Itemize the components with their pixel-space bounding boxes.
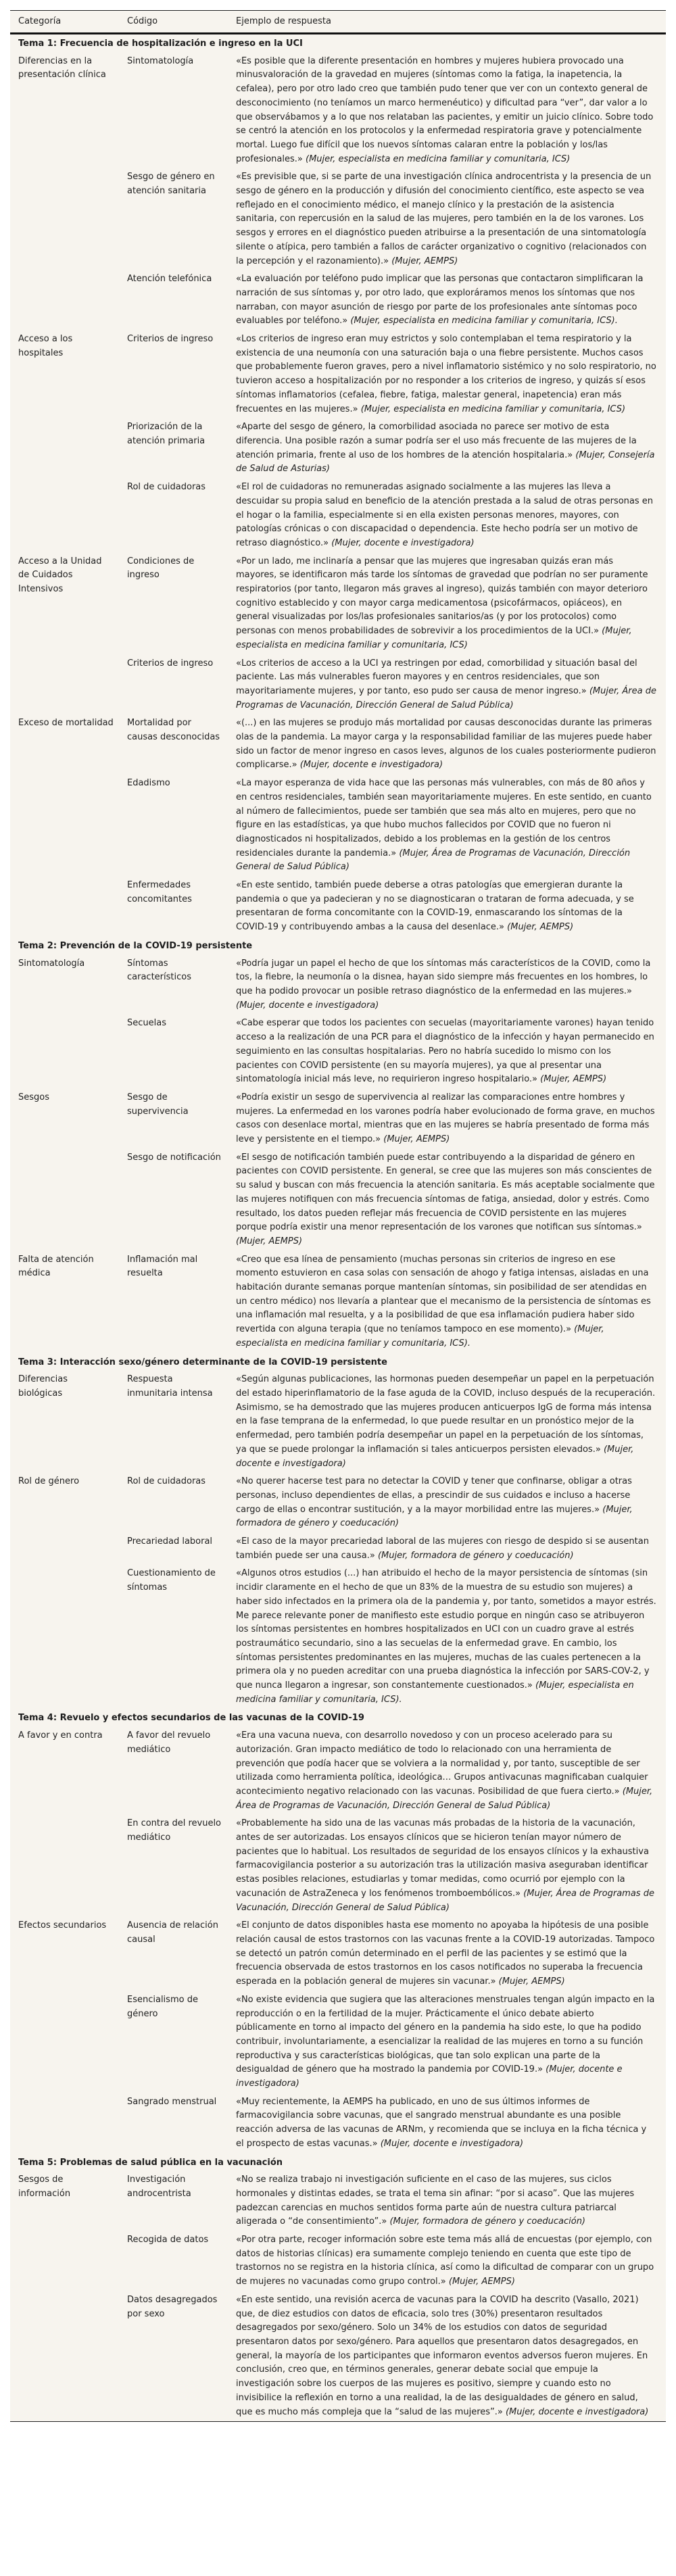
response-quote: «Por un lado, me inclinaría a pensar que las mujeres que ingresaban quizás eran más mayores, se identificaron más tarde los síntomas de gravedad que podrían no ser puramente respiratorios (por tanto, llegaron más graves al ingreso), quizás también con mayor deterioro cognitivo establecido y con mayor carga medicamentosa (psicofármacos, opiáceos), en general visualizadas por los/las profesionales sanitarios/as (y por los protocolos) como personas con menos probabilidades de sobrevivir a los procedimientos de la UCI.» [236,556,648,637]
response-quote: «El sesgo de notificación también puede estar contribuyendo a la disparidad de género en pacientes con COVID persistente. En general, se cree que las mujeres son más conscientes de su salud y buscan con más frecuencia la atención sanitaria. Es más aceptable socialmente que las mujeres notifiquen con más frecuencia síntomas de fatiga, ansiedad, dolor y estrés. Como resultado, los datos pueden reflejar más frecuencia de COVID persistente en las mujeres porque podría existir una menor representación de los varones que notifican sus síntomas.» [236,1152,655,1233]
response-attribution: (Mujer, docente e investigadora) [299,760,443,771]
category-cell: Diferencias en la presentación clínica [18,55,106,80]
table-row [10,53,666,169]
response-quote: «La mayor esperanza de vida hace que las personas más vulnerables, con más de 80 años y en centros residenciales, también sean mayoritariamente mujeres. En este sentido, en cuanto al número de fallecimientos, puede ser también que sea más alto en mujeres, pero que no figure en las estadísticas, ya que hubo muchos fallecidos por COVID que no fueron ni diagnosticados ni hospitalizados, debido a los problemas en la gestión de los centros residenciales durante la pandemia.» [236,778,652,858]
response-cell [228,331,666,418]
code-cell: Sintomatología [127,55,194,66]
table-row [10,1371,666,1473]
response-cell [228,955,666,1015]
code-cell: Datos desagregados por sexo [127,2294,218,2319]
response-attribution: (Mujer, formadora de género y coeducación) [389,2216,585,2227]
response-attribution: (Mujer, formadora de género y coeducación) [377,1550,574,1561]
category-cell: Falta de atención médica [18,1254,94,1279]
table-header-row [10,11,666,34]
code-cell: Sesgo de notificación [127,1152,221,1163]
table-row [10,1089,666,1149]
response-attribution: (Mujer, AEMPS) [383,1134,450,1145]
response-attribution: (Mujer, docente e investigadora) [380,2138,524,2149]
response-quote: «No querer hacerse test para no detectar la COVID y tener que confinarse, obligar a otras personas, incluso dependientes de ellas, a prescindir de sus cuidados e incluso a hacerse cargo de ellas o encontrar sustitución, y a la mayor morbilidad entre las mujeres.» [236,1476,632,1515]
header-codigo: Código [119,11,228,34]
code-cell: Recogida de datos [127,2235,209,2245]
response-attribution: (Mujer, especialista en medicina familiar y comunitaria, ICS) [360,404,626,414]
table-row [10,1727,666,1815]
code-cell: Sesgo de supervivencia [127,1092,189,1117]
response-quote: «Por otra parte, recoger información sobre este tema más allá de encuestas (por ejemplo, con datos de historias clínicas) era sumamente complejo teniendo en cuenta que este tipo de trastornos no se registra en la historia clínica, así como la dificultad de comparar con un grupo de mujeres no vacunadas como grupo control.» [236,2235,654,2287]
response-attribution: (Mujer, formadora de género y coeducación) [236,1504,633,1529]
code-cell: Síntomas característicos [127,958,191,983]
response-cell [228,1473,666,1533]
table-body [10,34,666,2422]
code-cell: Secuelas [127,1018,166,1029]
response-cell [228,1371,666,1473]
response-quote: «El rol de cuidadoras no remuneradas asignado socialmente a las mujeres las lleva a descuidar su propia salud en beneficio de la atención prestada a la salud de otras personas en el hogar o la familia, especialmente si en ella existen personas menores, mayores, con patologías crónicas o con discapacidad o dependencia. Este hecho podría ser un motivo de retraso diagnóstico.» [236,482,654,548]
response-cell [228,1815,666,1917]
response-quote: «En este sentido, también puede deberse a otras patologías que emergieran durante la pandemia o que ya padecieran y no se diagnosticaran o trataran de forma adecuada, y se presentaran de forma concomitante con la COVID-19, enmascarando los síntomas de la COVID-19 y contribuyendo ambas a la causa del desenlace.» [236,880,634,933]
response-cell [228,479,666,553]
code-cell: Precariedad laboral [127,1536,213,1547]
category-cell: Exceso de mortalidad [18,718,114,729]
code-cell: Atención telefónica [127,274,212,285]
response-quote: «No existe evidencia que sugiera que las alteraciones menstruales tengan algún impacto en la reproducción o en la fertilidad de la mujer. Prácticamente el único debate abierto públicamente en torno al impacto del género en la pandemia ha sido este, lo que ha podido contribuir, involuntariamente, a esencializar la realidad de las mujeres en torno a su función reproductiva y sus características biológicas, que tan solo explican una parte de la desigualdad de género que ha mostrado la pandemia por COVID-19.» [236,1994,655,2075]
response-quote: «Era una vacuna nueva, con desarrollo novedoso y con un proceso acelerado para su autorización. Gran impacto mediático de todo lo relacionado con una herramienta de prevención que podía hacer que se volviera a la normalidad y, por tanto, susceptible de ser utilizada como herramienta política, ideológica… Grupos antivacunas magnificaban cualquier acontecimiento negativo relacionado con las vacunas. Posibilidad de que fuera cierto.» [236,1730,648,1797]
responses-table [10,10,666,2422]
response-cell [228,1089,666,1149]
category-cell: Acceso a la Unidad de Cuidados Intensivos [18,556,102,595]
response-cell [228,775,666,877]
theme-row [10,2154,666,2172]
code-cell: Inflamación mal resuelta [127,1254,198,1279]
table-row [10,955,666,1015]
response-cell [228,1727,666,1815]
response-attribution: (Mujer, especialista en medicina familiar y comunitaria, ICS). [350,316,618,326]
response-cell [228,2291,666,2422]
response-attribution: (Mujer, AEMPS) [448,2277,515,2287]
response-quote: «Muy recientemente, la AEMPS ha publicado, en uno de sus últimos informes de farmacovigilancia sobre vacunas, que el sangrado menstrual abundante es una posible reacción adversa de las vacunas de ARNm, y recomienda que se incluya en la ficha técnica y el prospecto de estas vacunas.» [236,2096,647,2149]
response-quote: «Los criterios de acceso a la UCI ya restringen por edad, comorbilidad y situación basal del paciente. Las más vulnerables fueron mayores y en centros residenciales, que son mayoritariamente mujeres, y por tanto, eso pudo ser causa de menor ingreso.» [236,658,637,696]
category-cell: Sintomatología [18,958,85,969]
header-categoria: Categoría [10,11,119,34]
category-cell: Sesgos de información [18,2174,71,2199]
response-quote: «Es previsible que, si se parte de una investigación clínica androcentrista y la presencia de un sesgo de género en la producción y difusión del conocimiento científico, este aspecto se vea reflejado en el conocimiento médico, el manejo clínico y la prestación de la asistencia sanitaria, con repercusión en la salud de las mujeres, pero también en la de los varones. Los sesgos y errores en el diagnóstico pueden atribuirse a la presentación de una sintomatología silente o atípica, pero también a fallos de carácter organizativo o cognitivo (relacionados con la percepción y el razonamiento).» [236,172,652,266]
response-cell [228,168,666,270]
response-attribution: (Mujer, docente e investigadora) [236,1444,634,1469]
response-quote: «Algunos otros estudios (...) han atribuido el hecho de la mayor persistencia de síntomas (sin incidir claramente en el hecho de que un 83% de la muestra de su estudio son mujeres) a haber sido infectados en la primera ola de la pandemia y, por tanto, sometidos a mayor estrés. Me parece relevante poner de manifiesto este estudio porque en ningún caso se atribuyeron los síntomas persistentes en hombres hospitalizados en UCI con un cuadro grave al estrés postraumático secundario, sino a las secuelas de la enfermedad grave. En cambio, los síntomas persistentes predominantes en las mujeres, muchas de las cuales pertenecen a la primera ola y no pueden acreditar con una prueba diagnóstica la infección por SARS-COV-2, y que nunca llegaron a ingresar, son constantemente cuestionados.» [236,1568,656,1691]
code-cell: Mortalidad por causas desconocidas [127,718,220,743]
response-cell [228,877,666,937]
response-attribution: (Mujer, AEMPS) [236,1236,303,1246]
response-cell [228,2231,666,2291]
code-cell: En contra del revuelo mediático [127,1818,222,1843]
response-attribution: (Mujer, Área de Programas de Vacunación, Dirección General de Salud Pública) [236,685,656,710]
response-quote: «En este sentido, una revisión acerca de vacunas para la COVID ha descrito (Vasallo, 2021) que, de diez estudios con datos de eficacia, solo tres (30%) presentaron resultados desagregados por sexo/género. Solo un 34% de los estudios con datos de seguridad presentaron datos por sexo/género. Para aquellos que presentaron datos desagregados, en general, la mayoría de los participantes que informaron eventos adversos fueron mujeres. En conclusión, creo que, en términos generales, generar debate social que empuje la investigación sobre los cuerpos de las mujeres es positivo, siempre y cuando esto no invisibilice la reflexión en torno a una realidad, la de las desigualdades de género en salud, que es mucho más compleja que la “salud de las mujeres”.» [236,2294,648,2417]
table-row [10,1251,666,1353]
code-cell: Ausencia de relación causal [127,1920,218,1945]
response-attribution: (Mujer, Área de Programas de Vacunación, Dirección General de Salud Pública) [236,1888,654,1913]
response-attribution: (Mujer, docente e investigadora) [236,1000,379,1011]
theme-row [10,1709,666,1727]
theme-row [10,1353,666,1371]
response-quote: «Probablemente ha sido una de las vacunas más probadas de la historia de la vacunación, antes de ser autorizadas. Los ensayos clínicos que se hicieron tenían mayor número de pacientes que lo habitual. Los resultados de seguridad de los ensayos clínicos y la exhaustiva farmacovigilancia posterior a su autorización tras la utilización masiva aseguraban identificar estas posibles relaciones, estudiarlas y tomar medidas, como ocurrió por ejemplo con la vacunación de AstraZeneca y los fenómenos tromboembólicos.» [236,1818,649,1899]
response-cell [228,1149,666,1251]
code-cell: Criterios de ingreso [127,658,214,669]
theme-title: Tema 2: Prevención de la COVID-19 persistente [18,940,253,951]
response-attribution: (Mujer, AEMPS) [540,1074,607,1085]
response-quote: «El caso de la mayor precariedad laboral de las mujeres con riesgo de despido si se ausentan también puede ser una causa.» [236,1536,649,1561]
response-quote: «No se realiza trabajo ni investigación suficiente en el caso de las mujeres, sus ciclos hormonales y distintas edades, se trata el tema sin afinar: “por si acaso”. Que las mujeres padezcan carencias en muchos sentidos forma parte aún de nuestra cultura patriarcal aligerada o “de consentimiento”.» [236,2174,635,2227]
category-cell: Acceso a los hospitales [18,334,73,358]
response-quote: «Creo que esa línea de pensamiento (muchas personas sin criterios de ingreso en ese momento estuvieron en casa solas con sensación de ahogo y fatiga intensas, aisladas en una habitación durante semanas porque mantenían síntomas, sin posibilidad de ser atendidas en un centro médico) nos llevaría a plantear que el mecanismo de la persistencia de síntomas es una inflamación mal resuelta, y a la posibilidad de que esa inflamación pudiera haber sido revertida con alguna terapia (que no teníamos tampoco en ese momento).» [236,1254,651,1335]
category-cell: Efectos secundarios [18,1920,107,1931]
response-quote: «El conjunto de datos disponibles hasta ese momento no apoyaba la hipótesis de una posible relación causal de estos trastornos con las vacunas frente a la COVID-19 autorizadas. Tampoco se detectó un patrón común determinado en el perfil de las pacientes y se estimó que la frecuencia observada de estos trastornos en los casos notificados no superaba la frecuencia esperada en la población general de mujeres sin vacunar.» [236,1920,655,1987]
theme-row [10,937,666,955]
response-quote: «La evaluación por teléfono pudo implicar que las personas que contactaron simplificaran la narración de sus síntomas y, por otro lado, que exploráramos menos los síntomas que nos narraban, con mayor asunción de riesgo por parte de los profesionales ante síntomas poco evaluables por teléfono.» [236,274,644,326]
response-attribution: (Mujer, Consejería de Salud de Asturias) [236,449,655,475]
response-cell [228,655,666,715]
response-attribution: (Mujer, especialista en medicina familiar y comunitaria, ICS). [236,1680,634,1705]
code-cell: Respuesta inmunitaria intensa [127,1374,213,1399]
category-cell: Rol de género [18,1476,80,1487]
theme-title: Tema 4: Revuelo y efectos secundarios de las vacunas de la COVID-19 [18,1713,364,1724]
response-attribution: (Mujer, especialista en medicina familiar y comunitaria, ICS) [306,153,571,164]
response-quote: «Los criterios de ingreso eran muy estrictos y solo contemplaban el tema respiratorio y la existencia de una neumonía con una saturación baja o una fiebre persistente. Muchos casos que probablemente fueron graves, pero a nivel inflamatorio sistémico y no solo respiratorio, no tuvieron acceso a hospitalización por no responder a los criterios de ingreso, y quizás sí esos síntomas inflamatorios (cefalea, fiebre, fatiga, malestar general, inapetencia) eran más frecuentes en las mujeres.» [236,334,656,414]
response-cell [228,2171,666,2231]
response-cell [228,2093,666,2154]
response-quote: «(...) en las mujeres se produjo más mortalidad por causas desconocidas durante las primeras olas de la pandemia. La mayor carga y la responsabilidad familiar de las mujeres puede haber sido un factor de menor ingreso en casos leves, algunos de los cuales posteriormente pudieron complicarse.» [236,718,656,771]
code-cell: Condiciones de ingreso [127,556,195,581]
response-cell [228,714,666,775]
response-cell [228,1565,666,1709]
response-attribution: (Mujer, AEMPS) [391,256,458,266]
code-cell: Priorización de la atención primaria [127,422,206,446]
table-row [10,331,666,418]
response-attribution: (Mujer, docente e investigadora) [236,2064,623,2089]
code-cell: Cuestionamiento de síntomas [127,1568,216,1593]
response-attribution: (Mujer, especialista en medicina familiar y comunitaria, ICS). [236,1324,604,1348]
table-row [10,2171,666,2231]
response-cell [228,53,666,169]
response-quote: «Cabe esperar que todos los pacientes con secuelas (mayoritariamente varones) hayan tenido acceso a la realización de una PCR para el diagnóstico de la infección y hayan permanecido en seguimiento en las consultas hospitalarias. Pero no habría sucedido lo mismo con los pacientes con COVID persistente (en su mayoría mujeres), ya que al presentar una sintomatología inicial más leve, no requirieron ingreso hospitalario.» [236,1018,654,1085]
response-attribution: (Mujer, AEMPS) [507,922,574,933]
code-cell: A favor del revuelo mediático [127,1730,211,1755]
response-cell [228,1917,666,1991]
table-row [10,1917,666,1991]
theme-title: Tema 1: Frecuencia de hospitalización e ingreso en la UCI [18,39,303,49]
code-cell: Rol de cuidadoras [127,1476,206,1487]
category-cell: A favor y en contra [18,1730,103,1741]
response-attribution: (Mujer, docente e investigadora) [331,537,475,548]
response-attribution: (Mujer, Área de Programas de Vacunación, Dirección General de Salud Pública) [236,1786,653,1811]
category-cell: Sesgos [18,1092,50,1102]
code-cell: Esencialismo de género [127,1994,198,2019]
code-cell: Investigación androcentrista [127,2174,191,2199]
code-cell: Enfermedades concomitantes [127,880,192,904]
table-row [10,714,666,775]
code-cell: Edadismo [127,778,170,789]
response-attribution: (Mujer, docente e investigadora) [505,2406,649,2417]
response-quote: «Podría jugar un papel el hecho de que los síntomas más característicos de la COVID, como la tos, la fiebre, la neumonía o la disnea, hayan sido siempre más frecuentes en los hombres, lo que ha podido provocar un posible retraso diagnóstico de la enfermedad en las mujeres.» [236,958,651,996]
theme-title: Tema 5: Problemas de salud pública en la vacunación [18,2157,283,2168]
response-quote: «Es posible que la diferente presentación en hombres y mujeres hubiera provocado una minusvaloración de la gravedad en mujeres (síntomas como la fatiga, la inapetencia, la cefalea), pero por otro lado creo que también pudo tener que ver con un contexto general de desconocimiento (no teníamos un marco hermenéutico) y dificultad para “ver”, dar valor a lo que observábamos y a lo que nos relataban las pacientes, y emitir un juicio clínico. Sobre todo se centró la atención en los protocolos y la enfermedad respiratoria grave y potencialmente mortal. Luego fue difícil que los nuevos síntomas calaran entre la población y los/las profesionales.» [236,55,654,164]
response-quote: «Aparte del sesgo de género, la comorbilidad asociada no parece ser motivo de esta diferencia. Una posible razón a sumar podría ser el uso más frecuente de las mujeres de la atención primaria, frente al uso de los hombres de la atención hospitalaria.» [236,422,637,460]
response-cell [228,1991,666,2093]
response-cell [228,1015,666,1089]
header-ejemplo: Ejemplo de respuesta [228,11,666,34]
response-cell [228,553,666,655]
code-cell: Sesgo de género en atención sanitaria [127,172,215,197]
response-quote: «Podría existir un sesgo de supervivencia al realizar las comparaciones entre hombres y mujeres. La enfermedad en los varones podría haber evolucionado de forma grave, en muchos casos con desenlace mortal, mientras que en las mujeres se habría presentado de forma más leve y persistente en el tiempo.» [236,1092,655,1145]
table-row [10,553,666,655]
response-attribution: (Mujer, especialista en medicina familiar y comunitaria, ICS) [236,626,632,650]
response-cell [228,270,666,331]
table-row [10,1473,666,1533]
response-cell [228,1251,666,1353]
response-attribution: (Mujer, Área de Programas de Vacunación, Dirección General de Salud Pública) [236,848,631,873]
code-cell: Sangrado menstrual [127,2096,217,2107]
code-cell: Rol de cuidadoras [127,482,206,493]
response-cell [228,1533,666,1565]
response-quote: «Según algunas publicaciones, las hormonas pueden desempeñar un papel en la perpetuación del estado hiperinflamatorio de la fase aguda de la COVID, incluso después de la recuperación. Asimismo, se ha demostrado que las mujeres producen anticuerpos IgG de forma más intensa en la fase temprana de la enfermedad, lo que puede resultar en un pronóstico mejor de la enfermedad, pero también podría desempeñar un papel en la perpetuación de los síntomas, ya que se puede prolongar la inflamación si tales anticuerpos persisten elevados.» [236,1374,656,1455]
response-cell [228,418,666,479]
category-cell: Diferencias biológicas [18,1374,68,1399]
theme-row [10,34,666,53]
code-cell: Criterios de ingreso [127,334,214,345]
response-attribution: (Mujer, AEMPS) [498,1976,565,1987]
theme-title: Tema 3: Interacción sexo/género determinante de la COVID-19 persistente [18,1357,387,1367]
